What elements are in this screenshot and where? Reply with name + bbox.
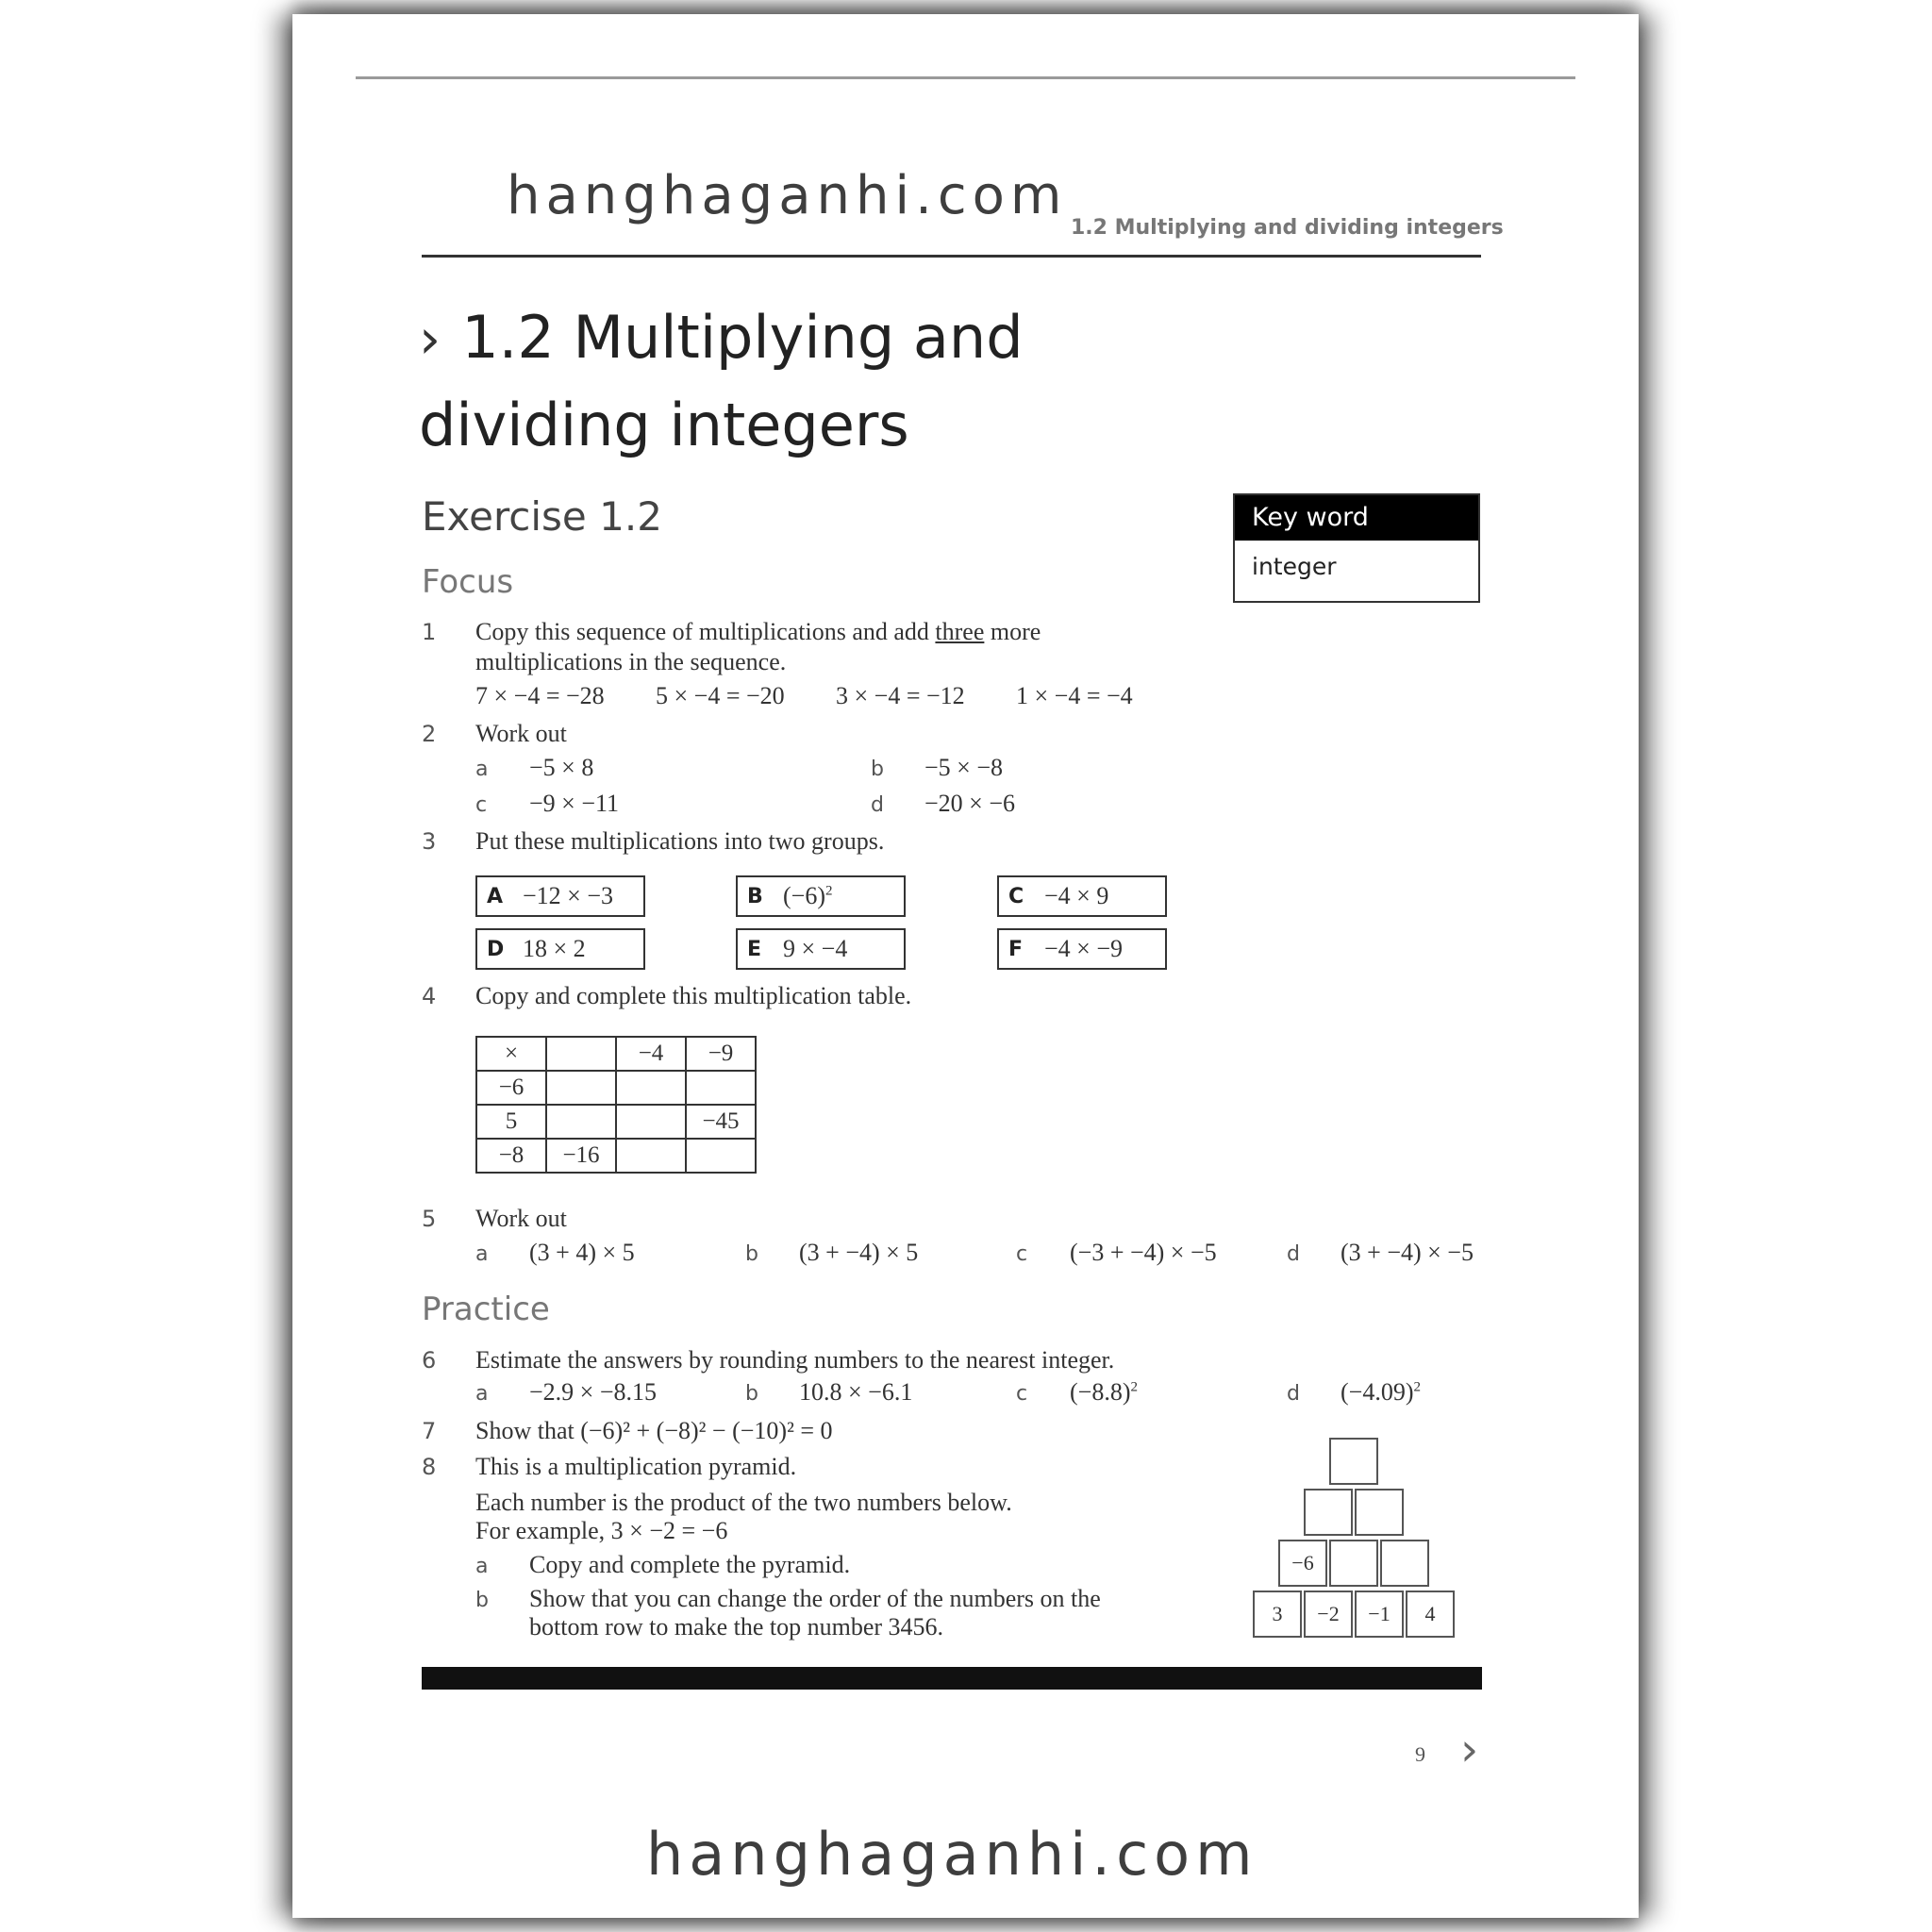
- card-expr: −4 × −9: [1044, 935, 1123, 962]
- question-5: [422, 1205, 1474, 1271]
- card-label: F: [1008, 937, 1024, 961]
- exponent: 2: [1130, 1379, 1138, 1395]
- question-number: 3: [422, 828, 437, 855]
- table-row: [476, 1105, 756, 1139]
- part-label: a: [475, 1382, 489, 1406]
- title-line-1: 1.2 Multiplying and: [461, 303, 1024, 372]
- part-expr: −5 × −8: [924, 754, 1003, 781]
- table-cell: [616, 1105, 686, 1139]
- watermark-bottom: hanghaganhi.com: [646, 1820, 1258, 1889]
- part-expr: (−3 + −4) × −5: [1070, 1239, 1217, 1266]
- pyramid-cell: [1329, 1438, 1378, 1485]
- q8-line-2: Each number is the product of the two numbers below.: [475, 1489, 1012, 1516]
- part-label: d: [1287, 1382, 1300, 1406]
- table-cell: [686, 1071, 756, 1105]
- page-number: 9: [1415, 1742, 1425, 1766]
- q1-line-2: multiplications in the sequence.: [475, 648, 787, 675]
- pyramid-cell: [1355, 1489, 1404, 1536]
- pyramid-cell: 3: [1253, 1591, 1302, 1638]
- part-label: a: [475, 1242, 489, 1266]
- part-expr: −5 × 8: [529, 754, 594, 781]
- q6-text: Estimate the answers by rounding numbers to the nearest integer.: [475, 1346, 1115, 1374]
- part-label: b: [745, 1382, 758, 1406]
- part-text-2: bottom row to make the top number 3456.: [529, 1613, 944, 1641]
- card-label: B: [747, 884, 763, 908]
- pyramid-cell: −6: [1278, 1540, 1327, 1587]
- table-cell: [546, 1071, 616, 1105]
- q1-text: Copy this sequence of multiplications and add: [475, 618, 936, 645]
- pyramid-cell: [1304, 1489, 1353, 1536]
- part-label: b: [745, 1242, 758, 1266]
- card-expr: 9 × −4: [783, 935, 848, 962]
- table-cell: ×: [476, 1037, 546, 1071]
- q5-text: Work out: [475, 1205, 567, 1232]
- pyramid-cell: 4: [1406, 1591, 1455, 1638]
- exercise-heading: Exercise 1.2: [422, 493, 662, 540]
- question-number: 6: [422, 1347, 437, 1374]
- part-expr: −20 × −6: [924, 790, 1015, 817]
- part-label: d: [1287, 1242, 1300, 1266]
- question-number: 5: [422, 1206, 437, 1232]
- table-cell: −4: [616, 1037, 686, 1071]
- multiplication-table: [475, 1036, 757, 1174]
- q7-text: Show that (−6)² + (−8)² − (−10)² = 0: [475, 1417, 833, 1444]
- q3-text: Put these multiplications into two groups.: [475, 827, 885, 855]
- part-expr: (−4.09): [1341, 1378, 1414, 1406]
- question-3: [422, 827, 884, 856]
- q1-text-after: more: [984, 618, 1041, 645]
- table-cell: [616, 1071, 686, 1105]
- group-card-c: [997, 875, 1167, 917]
- pyramid-cell: [1380, 1540, 1429, 1587]
- part-label: c: [475, 793, 488, 817]
- key-word-header: Key word: [1235, 495, 1478, 541]
- card-expr: −4 × 9: [1044, 882, 1109, 909]
- part-label: d: [871, 793, 884, 817]
- table-cell: [546, 1037, 616, 1071]
- table-cell: −45: [686, 1105, 756, 1139]
- pyramid-cell: −2: [1304, 1591, 1353, 1638]
- group-card-e: [736, 928, 906, 970]
- question-1: [422, 618, 1133, 714]
- multiplication-pyramid: [1253, 1427, 1460, 1646]
- part-text: Copy and complete the pyramid.: [529, 1551, 851, 1578]
- table-cell: [686, 1139, 756, 1173]
- title-line-2: dividing integers: [419, 391, 909, 459]
- part-label: c: [1016, 1242, 1028, 1266]
- part-expr: −2.9 × −8.15: [529, 1378, 657, 1406]
- question-number: 2: [422, 721, 437, 747]
- part-expr: 10.8 × −6.1: [799, 1378, 913, 1406]
- question-number: 1: [422, 619, 437, 645]
- part-expr: (3 + 4) × 5: [529, 1239, 635, 1266]
- part-expr: (−8.8): [1070, 1378, 1131, 1406]
- card-expr: 18 × 2: [523, 935, 586, 962]
- q4-text: Copy and complete this multiplication table.: [475, 982, 912, 1009]
- q8-line-1: This is a multiplication pyramid.: [475, 1453, 797, 1480]
- table-row: [476, 1139, 756, 1173]
- practice-heading: Practice: [422, 1291, 550, 1328]
- table-cell: −6: [476, 1071, 546, 1105]
- exponent: 2: [1413, 1379, 1421, 1395]
- table-row: [476, 1037, 756, 1071]
- table-cell: −16: [546, 1139, 616, 1173]
- part-expr: (3 + −4) × −5: [1341, 1239, 1474, 1266]
- footer-bar: [422, 1667, 1482, 1690]
- question-number: 4: [422, 983, 437, 1009]
- table-cell: [616, 1139, 686, 1173]
- pyramid-cell: [1329, 1540, 1378, 1587]
- key-word-box: [1233, 493, 1480, 603]
- sequence-item: 5 × −4 = −20: [656, 682, 785, 709]
- q1-underlined: three: [935, 618, 985, 645]
- question-4: [422, 982, 911, 1010]
- group-card-d: [475, 928, 645, 970]
- group-card-b: [736, 875, 906, 917]
- part-expr: −9 × −11: [529, 790, 620, 817]
- table-row: [476, 1071, 756, 1105]
- section-title: [419, 294, 1024, 469]
- table-cell: 5: [476, 1105, 546, 1139]
- part-text: Show that you can change the order of the numbers on the: [529, 1585, 1101, 1612]
- part-expr: (3 + −4) × 5: [799, 1239, 919, 1266]
- document-page: [292, 14, 1639, 1918]
- part-label: b: [475, 1589, 489, 1612]
- part-label: b: [871, 758, 884, 781]
- sequence-item: 1 × −4 = −4: [1016, 682, 1133, 709]
- card-label: D: [487, 937, 505, 961]
- question-number: 7: [422, 1418, 437, 1444]
- q2-text: Work out: [475, 720, 567, 747]
- key-word-term: integer: [1252, 553, 1337, 580]
- question-7: [422, 1417, 833, 1445]
- watermark-top: hanghaganhi.com: [507, 165, 1068, 226]
- focus-heading: Focus: [422, 563, 514, 601]
- question-6: [422, 1346, 1421, 1410]
- table-cell: −8: [476, 1139, 546, 1173]
- card-expr: (−6): [783, 882, 825, 909]
- group-card-a: [475, 875, 645, 917]
- card-label: A: [487, 884, 504, 908]
- sequence-item: 7 × −4 = −28: [475, 682, 605, 709]
- q8-line-3: For example, 3 × −2 = −6: [475, 1517, 728, 1544]
- group-card-f: [997, 928, 1167, 970]
- table-cell: −9: [686, 1037, 756, 1071]
- running-header: 1.2 Multiplying and dividing integers: [1071, 216, 1504, 240]
- question-2: [422, 720, 1015, 820]
- pyramid-cell: −1: [1355, 1591, 1404, 1638]
- part-label: a: [475, 1555, 489, 1578]
- question-number: 8: [422, 1454, 437, 1480]
- card-exponent: 2: [824, 883, 833, 899]
- chevron-right-icon: ›: [419, 307, 441, 371]
- question-8: [422, 1453, 1101, 1641]
- card-label: C: [1008, 884, 1024, 908]
- table-cell: [546, 1105, 616, 1139]
- sequence-item: 3 × −4 = −12: [836, 682, 965, 709]
- part-label: a: [475, 758, 489, 781]
- card-label: E: [747, 937, 762, 961]
- top-rule: [356, 76, 1575, 79]
- part-label: c: [1016, 1382, 1028, 1406]
- next-page-icon[interactable]: ›: [1460, 1724, 1479, 1776]
- card-expr: −12 × −3: [523, 882, 613, 909]
- header-rule: [422, 255, 1481, 258]
